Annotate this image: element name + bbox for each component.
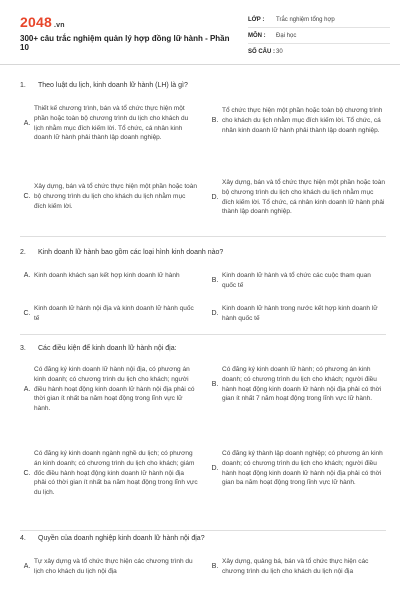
option-a[interactable]: A. Thiết kế chương trình, bán và tổ chức thực hiện một phần hoặc toàn bộ chương trình du lịch cho khách du lịch nhằm mục đích kiếm lời. Tổ chức, cá nhân kinh doanh lữ hành phải thành lập doanh nghiệp. bbox=[23, 105, 189, 142]
question-divider bbox=[20, 236, 386, 237]
options bbox=[20, 555, 386, 595]
question-text: 3. Các điều kiện để kinh doanh lữ hành nội địa: bbox=[20, 345, 177, 352]
question-text: 1. Theo luật du lịch, kinh doanh lữ hành (LH) là gì? bbox=[20, 82, 188, 89]
option-d[interactable]: D. Có đăng ký thành lập doanh nghiệp; có phương án kinh doanh; có chương trình du lịch cho khách; người điều hành hoạt động kinh doanh lữ hành nội địa phải có thời gian ba năm hoạt động trong lĩnh vực lữ hành. bbox=[211, 450, 383, 487]
option-b[interactable]: B. Xây dựng, quảng bá, bán và tổ chức thực hiện các chương trình du lịch cho khách du lịch nội địa bbox=[211, 558, 369, 575]
site-logo[interactable]: 2048 .vn bbox=[20, 14, 65, 30]
question-text: 4. Quyền của doanh nghiệp kinh doanh lữ hành nội địa? bbox=[20, 535, 205, 542]
option-a[interactable]: A. Kinh doanh khách sạn kết hợp kinh doanh lữ hành bbox=[23, 272, 180, 280]
options bbox=[20, 269, 386, 335]
page-header bbox=[0, 0, 400, 65]
option-b[interactable]: B. Kinh doanh lữ hành và tổ chức các cuộc tham quan quốc tế bbox=[211, 272, 371, 289]
option-b[interactable]: B. Có đăng ký kinh doanh lữ hành; có phương án kinh doanh; có chương trình du lịch cho khách; người điều hành hoạt động kinh doanh lữ hành nội địa phải có thời gian ít nhất 7 năm hoạt động trong lĩnh vực lữ hành. bbox=[211, 366, 382, 403]
meta-row-count: SỐ CÂU : 30 bbox=[248, 48, 283, 55]
option-a[interactable]: A. Tự xây dựng và tổ chức thực hiện các chương trình du lịch cho khách du lịch nội địa bbox=[23, 558, 193, 575]
meta-row-subject: MÔN : Đại học bbox=[248, 28, 390, 44]
question-2 bbox=[20, 249, 386, 335]
options bbox=[20, 102, 386, 234]
option-b[interactable]: B. Tổ chức thực hiện một phần hoặc toàn bộ chương trình cho khách du lịch nhằm mục đích kiếm lời. Tổ chức, cá nhân kinh doanh lữ hành phải thành lập doanh nghiệp. bbox=[211, 107, 383, 134]
option-d[interactable]: D. Xây dựng, bán và tổ chức thực hiện một phần hoặc toàn bộ chương trình du lịch cho khách du lịch nhằm mục đích kiếm lời. Tổ chức, cá nhân kinh doanh lữ hành phải thành lập doanh nghiệp. bbox=[211, 179, 386, 216]
meta-table bbox=[248, 12, 390, 59]
question-divider bbox=[20, 334, 386, 335]
option-c[interactable]: C. Kinh doanh lữ hành nội địa và kinh doanh lữ hành quốc tế bbox=[23, 305, 194, 322]
option-d[interactable]: D. Kinh doanh lữ hành trong nước kết hợp kinh doanh lữ hành quốc tế bbox=[211, 305, 378, 322]
document-title: 300+ câu trắc nghiệm quản lý hợp đồng lữ hành - Phần 10 bbox=[20, 34, 230, 52]
option-a[interactable]: A. Có đăng ký kinh doanh lữ hành nội địa, có phương án kinh doanh; có chương trình du lịch cho khách; người điều hành hoạt động kinh doanh lữ hành nội địa phải có thời gian ít nhất ba năm hoạt động trong lĩnh vực lữ hành. bbox=[23, 366, 195, 413]
option-c[interactable]: C. Có đăng ký kinh doanh ngành nghề du lịch; có phương án kinh doanh; có chương trình du lịch cho khách; giám đốc điều hành hoạt động kinh doanh lữ hành nội địa phải có thời gian ít nhất ba năm hoạt động trong lĩnh vực du lịch. bbox=[23, 450, 198, 497]
options bbox=[20, 365, 386, 537]
question-text: 2. Kinh doanh lữ hành bao gồm các loại hình kinh doanh nào? bbox=[20, 249, 224, 256]
question-3 bbox=[20, 345, 386, 537]
question-1 bbox=[20, 82, 386, 234]
question-4 bbox=[20, 535, 386, 595]
question-divider bbox=[20, 530, 386, 531]
meta-row-class: LỚP : Trắc nghiệm tổng hợp bbox=[248, 12, 390, 28]
option-c[interactable]: C. Xây dựng, bán và tổ chức thực hiện một phần hoặc toàn bộ chương trình du lịch cho khách du lịch nhằm mục đích kiếm lời. bbox=[23, 183, 198, 210]
